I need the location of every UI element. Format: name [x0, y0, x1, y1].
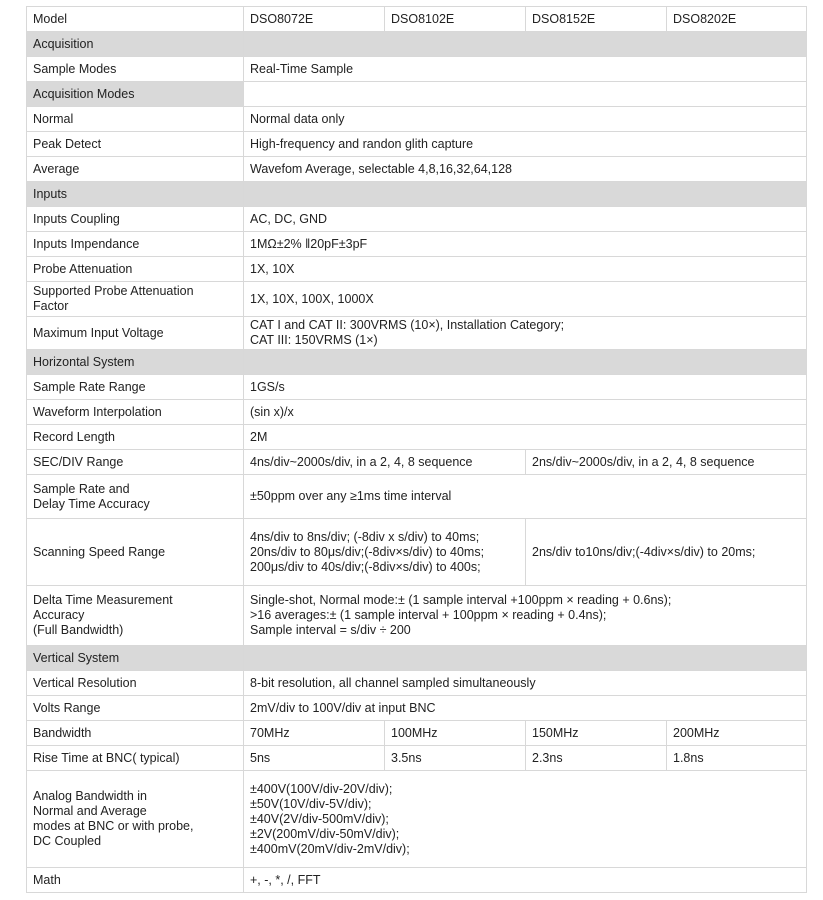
spec-label: [27, 400, 244, 425]
spec-label-line: Peak Detect: [33, 136, 102, 151]
model-header-label: Model: [27, 7, 244, 32]
spec-label-line: Probe Attenuation: [33, 261, 133, 276]
spec-label-line: Sample Rate and: [33, 481, 130, 496]
spec-value: [244, 450, 526, 475]
spec-value-line: ±50V(10V/div-5V/div);: [250, 796, 372, 811]
spec-row: [27, 317, 807, 350]
section-title: Vertical System: [27, 646, 244, 671]
spec-value: [244, 232, 807, 257]
spec-label: [27, 232, 244, 257]
spec-row: [27, 107, 807, 132]
spec-label-line: Math: [33, 872, 61, 887]
spec-row: [27, 721, 807, 746]
section-title: Acquisition Modes: [27, 82, 244, 107]
spec-value-line: CAT III: 150VRMS (1×): [250, 333, 378, 347]
spec-value-line: AC, DC, GND: [250, 211, 328, 226]
section-header-fill: [244, 646, 807, 671]
section-title: Inputs: [27, 182, 244, 207]
spec-label: [27, 450, 244, 475]
spec-value-line: 200μs/div to 40s/div;(-8div×s/div) to 400s;: [250, 559, 481, 574]
spec-value-line: Single-shot, Normal mode:± (1 sample interval +100ppm × reading + 0.6ns);: [250, 593, 672, 607]
spec-value-line: 2M: [250, 429, 268, 444]
spec-row: [27, 157, 807, 182]
spec-label-line: Normal and Average: [33, 804, 147, 818]
spec-label: [27, 475, 244, 519]
spec-value-line: ±50ppm over any ≥1ms time interval: [250, 489, 452, 503]
spec-label-line: Bandwidth: [33, 725, 92, 740]
spec-row: [27, 519, 807, 586]
spec-value-line: Wavefom Average, selectable 4,8,16,32,64,128: [250, 161, 512, 176]
spec-label: [27, 157, 244, 182]
spec-value-line: 1GS/s: [250, 379, 285, 394]
spec-value-line: ±2V(200mV/div-50mV/div);: [250, 826, 400, 841]
spec-value-line: Normal data only: [250, 111, 345, 126]
spec-label-line: Delay Time Accuracy: [33, 496, 150, 511]
spec-value-line: 20ns/div to 80μs/div;(-8div×s/div) to 40ms;: [250, 544, 485, 559]
spec-label-line: Accuracy: [33, 608, 85, 622]
spec-value-line: 200MHz: [673, 725, 720, 740]
spec-value: [244, 257, 807, 282]
spec-label: [27, 721, 244, 746]
spec-label-line: Normal: [33, 111, 74, 126]
spec-label-line: Supported Probe Attenuation: [33, 284, 194, 298]
spec-value-line: ±400V(100V/div-20V/div);: [250, 781, 393, 796]
spec-label: [27, 746, 244, 771]
spec-label-line: Inputs Coupling: [33, 211, 120, 226]
spec-row: [27, 232, 807, 257]
spec-label-line: modes at BNC or with probe,: [33, 819, 194, 833]
spec-label: [27, 257, 244, 282]
spec-label-line: Rise Time at BNC( typical): [33, 750, 180, 765]
spec-label-line: Volts Range: [33, 700, 101, 715]
spec-label-line: Scanning Speed Range: [33, 544, 166, 559]
spec-value-line: +, -, *, /, FFT: [250, 872, 321, 887]
spec-value: [244, 519, 526, 586]
spec-value-line: 70MHz: [250, 725, 290, 740]
spec-row: [27, 450, 807, 475]
section-header-fill: [244, 350, 807, 375]
spec-value-line: 2mV/div to 100V/div at input BNC: [250, 700, 436, 715]
spec-label: [27, 107, 244, 132]
spec-row: [27, 586, 807, 646]
spec-label: [27, 57, 244, 82]
spec-label-line: Sample Modes: [33, 61, 117, 76]
spec-label-line: (Full Bandwidth): [33, 623, 124, 637]
model-name: DSO8072E: [244, 7, 385, 32]
spec-label-line: Inputs Impendance: [33, 236, 140, 251]
spec-label: [27, 586, 244, 646]
spec-value: [526, 746, 667, 771]
spec-value-line: 1X, 10X: [250, 261, 295, 276]
spec-label: [27, 771, 244, 868]
spec-label-line: Average: [33, 161, 80, 176]
spec-row: [27, 282, 807, 317]
spec-row: [27, 207, 807, 232]
spec-label-line: DC Coupled: [33, 834, 102, 848]
section-header-row: [27, 182, 807, 207]
spec-value-line: 4ns/div~2000s/div, in a 2, 4, 8 sequence: [250, 454, 473, 469]
spec-label: [27, 696, 244, 721]
spec-value-line: (sin x)/x: [250, 404, 294, 419]
section-header-fill: [244, 32, 807, 57]
spec-value: [526, 721, 667, 746]
section-title: Acquisition: [27, 32, 244, 57]
spec-label: [27, 375, 244, 400]
section-header-row: [27, 350, 807, 375]
spec-value: [244, 721, 385, 746]
spec-value: [244, 425, 807, 450]
model-name: DSO8152E: [526, 7, 667, 32]
spec-value-line: 1MΩ±2% ǁ20pF±3pF: [250, 236, 368, 251]
spec-value-line: 5ns: [250, 750, 271, 765]
section-header-row: [27, 32, 807, 57]
spec-label-line: Waveform Interpolation: [33, 404, 162, 419]
spec-value-line: 100MHz: [391, 725, 438, 740]
spec-value: [667, 746, 807, 771]
section-title: Horizontal System: [27, 350, 244, 375]
section-header-row: [27, 646, 807, 671]
spec-value: [244, 317, 807, 350]
spec-label: [27, 317, 244, 350]
spec-value: [385, 746, 526, 771]
spec-label: [27, 282, 244, 317]
model-header-row: [27, 7, 807, 32]
spec-value: [244, 157, 807, 182]
spec-value-line: 150MHz: [532, 725, 579, 740]
spec-value-line: 8-bit resolution, all channel sampled simultaneously: [250, 675, 536, 690]
spec-value-line: ±400mV(20mV/div-2mV/div);: [250, 841, 410, 856]
spec-label: [27, 519, 244, 586]
spec-row: [27, 400, 807, 425]
spec-value: [244, 375, 807, 400]
spec-value-line: 1X, 10X, 100X, 1000X: [250, 291, 374, 306]
spec-value-line: High-frequency and randon glith capture: [250, 136, 474, 151]
spec-value-line: Real-Time Sample: [250, 61, 354, 76]
spec-row: [27, 671, 807, 696]
spec-value-line: 1.8ns: [673, 750, 704, 765]
spec-label-line: Maximum Input Voltage: [33, 325, 164, 340]
spec-row: [27, 132, 807, 157]
spec-label-line: Sample Rate Range: [33, 379, 146, 394]
section-header-fill: [244, 182, 807, 207]
spec-value: [244, 282, 807, 317]
spec-label-line: Delta Time Measurement: [33, 593, 173, 607]
spec-row: [27, 771, 807, 868]
spec-value: [244, 400, 807, 425]
spec-value-line: 2.3ns: [532, 750, 563, 765]
spec-label-line: Factor: [33, 299, 69, 313]
spec-value: [244, 696, 807, 721]
spec-value: [244, 586, 807, 646]
spec-table: [26, 6, 807, 893]
spec-value-line: CAT I and CAT II: 300VRMS (10×), Installation Category;: [250, 318, 565, 332]
spec-label-line: SEC/DIV Range: [33, 454, 124, 469]
spec-row: [27, 696, 807, 721]
spec-label: [27, 132, 244, 157]
spec-value: [244, 107, 807, 132]
spec-value: [385, 721, 526, 746]
spec-row: [27, 425, 807, 450]
spec-table-body: [27, 7, 807, 893]
spec-row: [27, 375, 807, 400]
spec-value: [244, 746, 385, 771]
spec-value: [244, 868, 807, 893]
spec-value-line: >16 averages:± (1 sample interval + 100ppm × reading + 0.4ns);: [250, 608, 607, 622]
spec-row: [27, 257, 807, 282]
spec-value: [667, 721, 807, 746]
spec-value-line: ±40V(2V/div-500mV/div);: [250, 811, 389, 826]
spec-value-line: 2ns/div~2000s/div, in a 2, 4, 8 sequence: [532, 454, 755, 469]
spec-label: [27, 207, 244, 232]
spec-value: [526, 450, 807, 475]
spec-value: [244, 771, 807, 868]
spec-value: [244, 671, 807, 696]
spec-value: [244, 132, 807, 157]
spec-value-line: 4ns/div to 8ns/div; (-8div x s/div) to 40ms;: [250, 529, 480, 544]
spec-row: [27, 868, 807, 893]
spec-label: [27, 425, 244, 450]
spec-label-line: Record Length: [33, 429, 116, 444]
spec-row: [27, 475, 807, 519]
spec-label: [27, 671, 244, 696]
spec-value: [244, 57, 807, 82]
spec-value-line: Sample interval = s/div ÷ 200: [250, 623, 411, 637]
model-name: DSO8202E: [667, 7, 807, 32]
spec-value: [526, 519, 807, 586]
spec-label-line: Vertical Resolution: [33, 675, 137, 690]
spec-label-line: Analog Bandwidth in: [33, 789, 147, 803]
spec-row: [27, 746, 807, 771]
section-header-row: [27, 82, 807, 107]
spec-value-line: 3.5ns: [391, 750, 422, 765]
spec-row: [27, 57, 807, 82]
spec-value: [244, 207, 807, 232]
spec-value: [244, 475, 807, 519]
model-name: DSO8102E: [385, 7, 526, 32]
spec-value-line: 2ns/div to10ns/div;(-4div×s/div) to 20ms;: [532, 544, 756, 559]
section-header-fill: [244, 82, 807, 107]
spec-label: [27, 868, 244, 893]
